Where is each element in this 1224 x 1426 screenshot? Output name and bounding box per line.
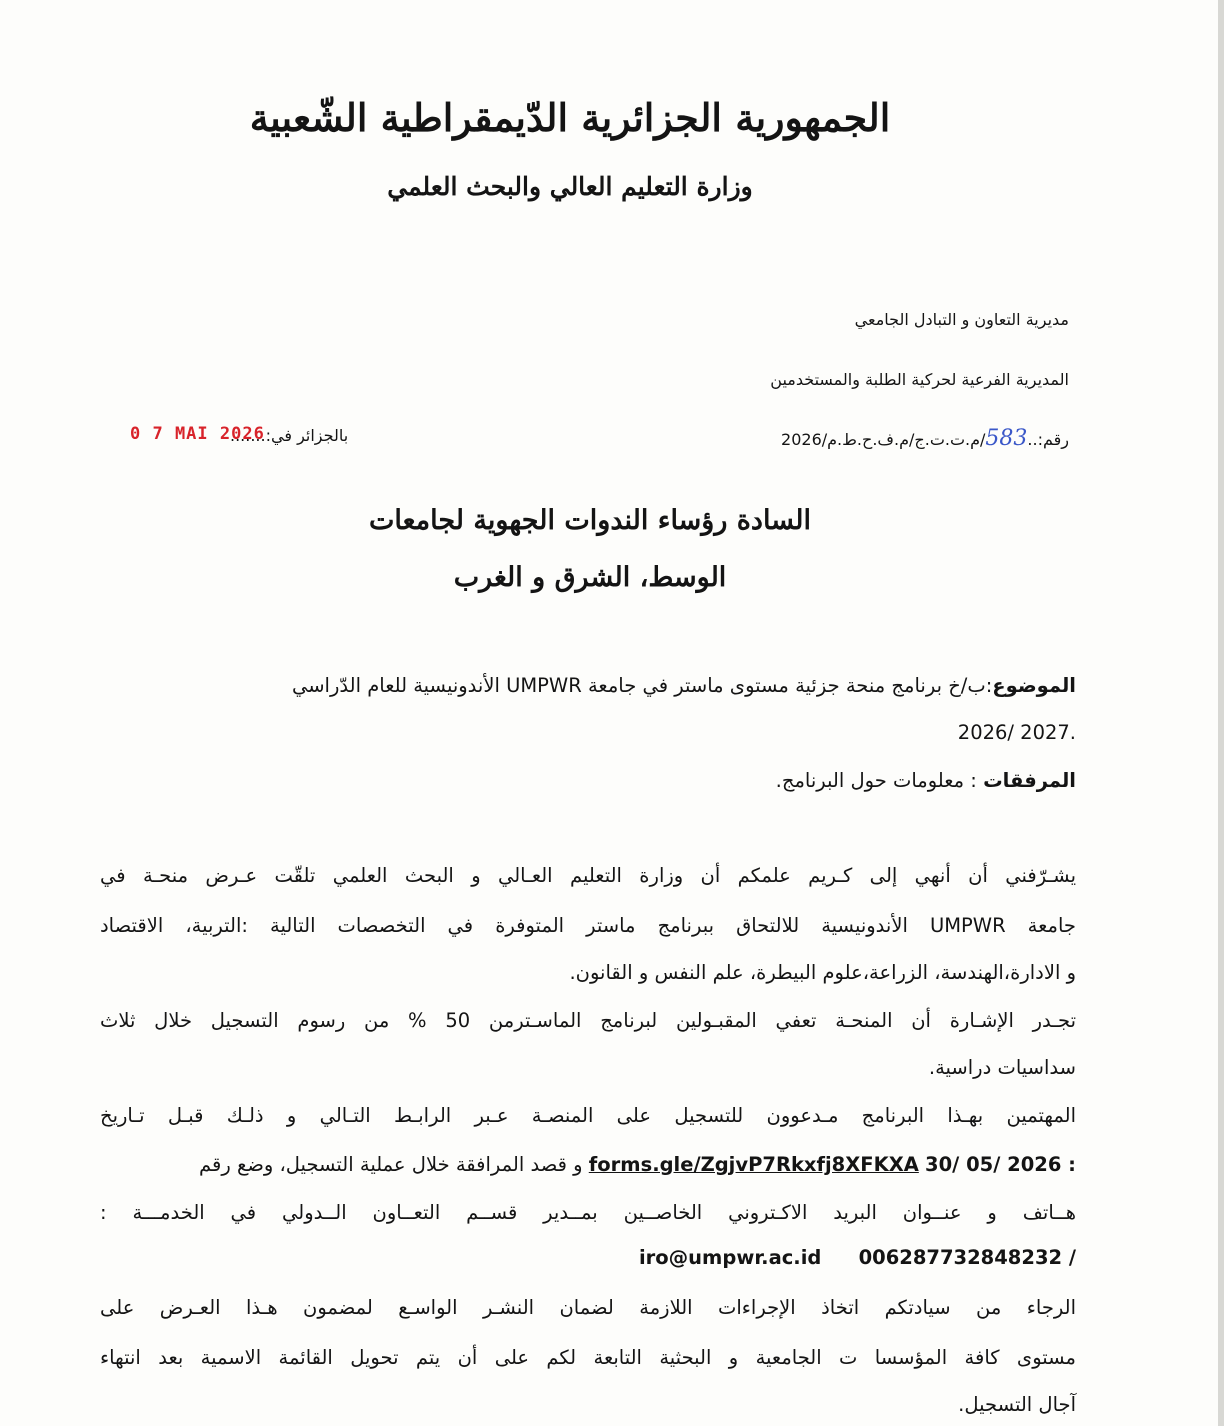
directorate-sub: المديرية الفرعية لحركية الطلبة والمستخدمين <box>770 370 1069 389</box>
body-p2-line-2: سداسيات دراسية. <box>928 1056 1076 1079</box>
body-p4-line-3: آجال التسجيل. <box>958 1393 1076 1416</box>
subject-line-cont: 2026/ 2027. <box>957 721 1076 744</box>
attachments-line <box>776 768 1076 794</box>
body-p1-line-3: و الادارة،الهندسة، الزراعة،علوم البيطرة، علم النفس و القانون. <box>569 961 1076 984</box>
directorate-main: مديرية التعاون و التبادل الجامعي <box>854 310 1069 329</box>
place-date-label: بالجزائر في:....... <box>230 426 349 445</box>
attachments-text: : معلومات حول البرنامج. <box>775 769 984 792</box>
contact-phone: 006287732848232 / <box>858 1246 1076 1269</box>
body-p3-line-1: المهتمين بهـذا البرنامج مـدعوون للتسجيل على المنصـة عـبر الرابـط التـالي و ذلـك قبـل تـاريخ <box>100 1104 1076 1127</box>
subject-text: :ب/خ برنامج منحة جزئية مستوى ماستر في جامعة UMPWR الأندونيسية للعام الدّراسي <box>291 674 993 697</box>
body-p1-line-2: جامعة UMPWR الأندونيسية للالتحاق ببرنامج ماستر المتوفرة في التخصصات التالية :التربية، الاقتصاد <box>100 914 1076 937</box>
body-p4-line-1: الرجاء من سيادتكم اتخاذ الإجراءات اللازمة لضمان النشـر الواسـع لمضمون هـذا العـرض على <box>100 1296 1076 1319</box>
addressee-line-2: الوسط، الشرق و الغرب <box>453 562 727 593</box>
registration-link[interactable]: forms.gle/ZgjvP7Rkxfj8XFKXA <box>588 1153 919 1176</box>
deadline-date: 30/ 05/ 2026 : <box>925 1153 1076 1176</box>
body-p3-line-2 <box>199 1152 1076 1178</box>
contact-email[interactable]: iro@umpwr.ac.id <box>638 1246 822 1269</box>
reference-prefix: رقم:.. <box>1027 430 1069 449</box>
attachments-label: المرفقات <box>983 769 1076 792</box>
reference-suffix: /م.ت.ت.ج/م.ف.ح.ط.م/2026 <box>781 430 986 449</box>
subject-label: الموضوع <box>992 674 1076 697</box>
addressee-line-1: السادة رؤساء الندوات الجهوية لجامعات <box>369 505 811 536</box>
ministry-title: وزارة التعليم العالي والبحث العلمي <box>387 172 753 201</box>
republic-title: الجمهورية الجزائرية الدّيمقراطية الشّعبية <box>249 95 891 140</box>
contact-line <box>639 1245 1076 1271</box>
body-p3-line-3: هــاتف و عنــوان البريد الاكـتروني الخاصــين بمــدير قســم التعــاون الــدولي في الخدمـــة : <box>100 1201 1076 1224</box>
body-p3-line-2-rest: و قصد المرافقة خلال عملية التسجيل، وضع رقم <box>199 1153 589 1176</box>
body-p1-line-1: يشـرّفني أن أنهي إلى كـريم علمكم أن وزارة التعليم العـالي و البحث العلمي تلقّت عـرض منحـة في <box>100 864 1076 887</box>
body-p4-line-2: مستوى كافة المؤسسا ت الجامعية و البحثية التابعة لكم على أن يتم تحويل القائمة الاسمية بعد انتهاء <box>100 1346 1076 1369</box>
reference-handwritten-number: 583 <box>985 426 1028 451</box>
date-stamp: 0 7 MAI 2026 <box>130 424 265 444</box>
reference-number <box>781 426 1069 451</box>
body-p2-line-1: تجـدر الإشـارة أن المنحـة تعفي المقبـولين لبرنامج الماسـترمن 50 % من رسوم التسجيل خلال ثلاث <box>100 1009 1076 1032</box>
scan-edge <box>1218 0 1224 1426</box>
subject-line <box>292 673 1076 699</box>
